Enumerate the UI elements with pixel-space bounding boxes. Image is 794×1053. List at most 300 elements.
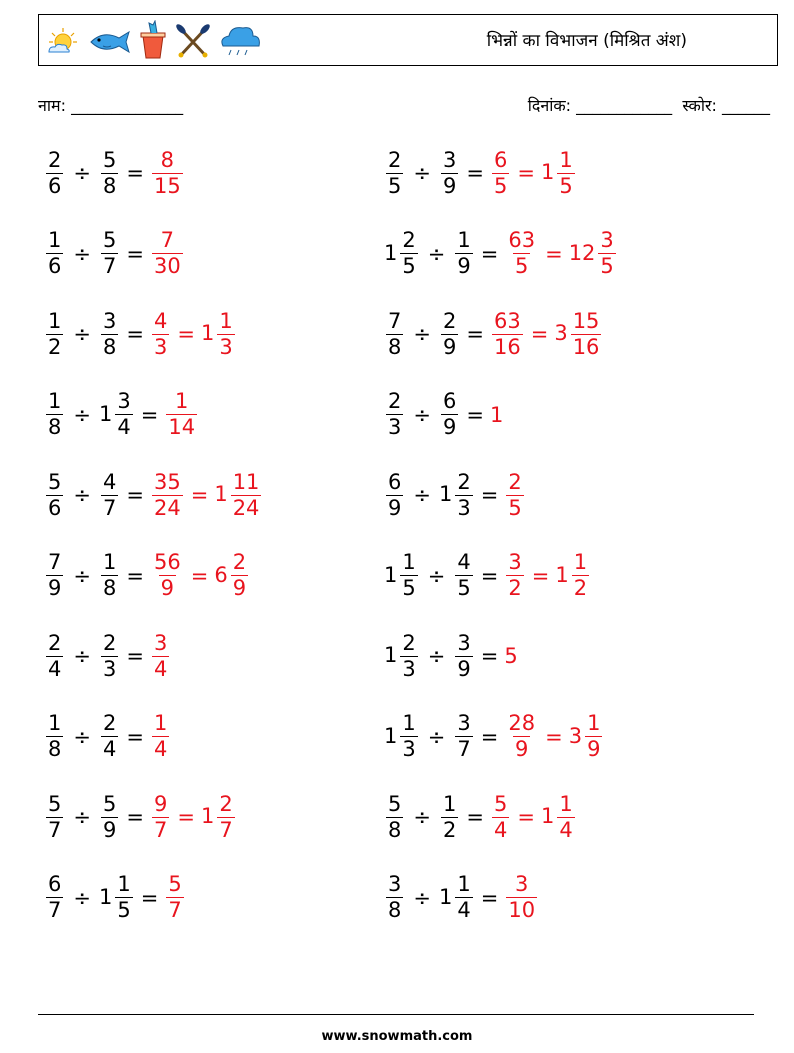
problem-item	[384, 782, 577, 852]
numerator: 5	[102, 228, 117, 252]
answer-value	[504, 552, 525, 599]
fraction	[231, 469, 262, 520]
denominator: 30	[153, 254, 181, 278]
divide-sign: ÷	[73, 724, 91, 749]
fraction	[46, 552, 63, 599]
numerator: 5	[48, 791, 62, 816]
fraction	[386, 469, 403, 520]
numerator: 63	[493, 308, 521, 333]
answer-value	[540, 147, 577, 198]
fraction	[455, 469, 472, 520]
bucket-icon	[137, 20, 169, 62]
numerator: 3	[515, 872, 529, 896]
operand	[384, 713, 420, 760]
whole-number: 1	[384, 240, 398, 265]
fraction	[101, 791, 118, 842]
denominator: 3	[102, 656, 117, 681]
numerator: 5	[493, 791, 508, 816]
divide-sign: ÷	[427, 724, 446, 749]
numerator: 6	[388, 469, 402, 494]
problem-item	[44, 219, 185, 289]
operand	[99, 308, 120, 359]
operand	[99, 469, 120, 520]
equals-sign: =	[466, 402, 484, 427]
fraction	[441, 147, 458, 198]
denominator: 10	[508, 898, 536, 922]
problem-item	[44, 782, 237, 852]
fraction	[152, 230, 183, 277]
denominator: 5	[559, 173, 573, 198]
numerator: 7	[48, 550, 62, 574]
numerator: 1	[48, 711, 62, 735]
divide-sign: ÷	[73, 805, 91, 829]
denominator: 9	[102, 817, 117, 842]
answer-value	[490, 403, 503, 427]
numerator: 5	[102, 147, 117, 172]
denominator: 7	[153, 817, 168, 842]
fraction	[46, 713, 63, 760]
fraction	[46, 630, 63, 681]
operand	[44, 874, 65, 921]
date-score-field: दिनांक: ____________ स्कोर: ______	[527, 96, 770, 115]
problem-item	[44, 380, 199, 450]
divide-sign: ÷	[413, 322, 431, 346]
numerator: 28	[508, 711, 536, 735]
numerator: 1	[457, 228, 471, 252]
fraction	[455, 874, 472, 921]
divide-sign: ÷	[427, 241, 446, 266]
equals-sign: =	[126, 161, 144, 185]
divide-sign: ÷	[73, 644, 91, 668]
numerator: 1	[48, 389, 62, 413]
denominator: 2	[48, 334, 62, 359]
numerator: 8	[160, 147, 175, 172]
numerator: 1	[48, 308, 62, 333]
fraction	[46, 147, 63, 198]
operand	[44, 791, 65, 842]
fraction	[492, 308, 523, 359]
fraction	[101, 552, 118, 599]
denominator: 8	[388, 817, 402, 842]
fraction	[598, 230, 615, 277]
equals-sign: =	[177, 805, 195, 829]
answer-value	[200, 308, 237, 359]
fraction	[557, 791, 574, 842]
equals-sign: =	[126, 322, 144, 346]
denominator: 5	[117, 898, 131, 922]
operand	[384, 391, 405, 438]
fish-icon	[87, 26, 133, 56]
whole-number: 1	[489, 402, 504, 427]
numerator: 4	[153, 308, 168, 333]
fraction	[572, 552, 589, 599]
answer-value	[150, 230, 185, 277]
numerator: 2	[48, 630, 62, 655]
numerator: 1	[153, 711, 168, 735]
numerator: 1	[402, 550, 416, 574]
whole-number: 12	[568, 240, 596, 265]
denominator: 5	[508, 495, 522, 520]
whole-number: 1	[438, 884, 453, 909]
divide-sign: ÷	[73, 885, 91, 910]
equals-sign: =	[126, 483, 144, 507]
answer-value	[554, 308, 603, 359]
rain-cloud-icon	[217, 24, 263, 58]
answer-value	[150, 713, 171, 760]
numerator: 2	[442, 308, 457, 333]
problem-item	[384, 541, 591, 611]
whole-number: 1	[98, 401, 113, 426]
numerator: 3	[457, 630, 471, 655]
fraction	[400, 230, 417, 277]
answer-value	[504, 713, 539, 760]
whole-number: 1	[555, 562, 569, 587]
numerator: 5	[388, 791, 402, 816]
equals-sign: =	[126, 241, 144, 266]
whole-number: 1	[384, 562, 398, 587]
answer-value	[569, 713, 605, 760]
operand	[44, 230, 65, 277]
answer-value	[200, 791, 237, 842]
denominator: 9	[388, 495, 402, 520]
answer-value	[490, 791, 511, 842]
numerator: 2	[508, 469, 522, 494]
equals-sign: =	[466, 322, 484, 346]
denominator: 16	[493, 334, 521, 359]
sun-cloud-icon	[43, 26, 83, 56]
numerator: 3	[442, 147, 457, 172]
denominator: 5	[515, 254, 529, 278]
denominator: 4	[102, 737, 117, 761]
problem-item	[384, 863, 539, 933]
fraction	[152, 713, 169, 760]
answer-value	[504, 874, 539, 921]
numerator: 1	[402, 711, 416, 735]
denominator: 7	[457, 737, 471, 761]
problem-item	[384, 380, 503, 450]
equals-sign: =	[531, 563, 550, 588]
equals-sign: =	[466, 805, 484, 829]
whole-number: 1	[200, 321, 215, 345]
denominator: 3	[388, 415, 402, 439]
operand	[384, 308, 405, 359]
denominator: 9	[457, 656, 471, 681]
equals-sign: =	[190, 563, 209, 588]
numerator: 3	[600, 228, 614, 252]
answer-value	[164, 874, 185, 921]
numerator: 1	[442, 791, 457, 816]
denominator: 9	[457, 254, 471, 278]
divide-sign: ÷	[413, 885, 431, 910]
denominator: 14	[168, 415, 196, 439]
denominator: 8	[48, 415, 62, 439]
denominator: 2	[573, 576, 588, 600]
numerator: 3	[388, 872, 402, 896]
denominator: 6	[48, 495, 62, 520]
numerator: 1	[48, 228, 62, 252]
fraction	[152, 630, 169, 681]
whole-number: 3	[568, 723, 583, 748]
operand	[44, 552, 65, 599]
operand	[44, 469, 65, 520]
answer-value	[214, 552, 250, 599]
numerator: 9	[153, 791, 168, 816]
fraction	[46, 230, 63, 277]
numerator: 7	[160, 228, 175, 252]
fraction	[46, 791, 63, 842]
numerator: 4	[102, 469, 117, 494]
operand	[453, 552, 474, 599]
numerator: 11	[232, 469, 260, 494]
fraction	[115, 874, 132, 921]
denominator: 2	[442, 817, 457, 842]
problem-item	[44, 460, 263, 530]
fraction	[152, 552, 183, 599]
fraction	[101, 308, 118, 359]
equals-sign: =	[480, 241, 499, 266]
fraction	[152, 147, 183, 198]
name-field: नाम: ______________	[38, 96, 184, 115]
denominator: 8	[48, 737, 62, 761]
operand	[44, 147, 65, 198]
denominator: 5	[388, 173, 402, 198]
denominator: 3	[153, 334, 168, 359]
fraction	[400, 713, 417, 760]
denominator: 9	[587, 737, 601, 761]
fraction	[557, 147, 574, 198]
denominator: 4	[153, 656, 168, 681]
numerator: 1	[573, 550, 588, 574]
fraction	[152, 791, 169, 842]
crossed-paddles-icon	[173, 21, 213, 61]
operand	[384, 874, 405, 921]
denominator: 4	[457, 898, 471, 922]
numerator: 6	[48, 872, 62, 896]
worksheet-title: भिन्नों का विभाजन (मिश्रित अंश)	[486, 31, 687, 51]
denominator: 7	[102, 254, 117, 278]
denominator: 4	[559, 817, 573, 842]
denominator: 15	[153, 173, 181, 198]
denominator: 7	[219, 817, 233, 842]
fraction	[386, 874, 403, 921]
operand	[384, 147, 405, 198]
numerator: 5	[102, 791, 117, 816]
operand	[384, 469, 405, 520]
divide-sign: ÷	[73, 402, 91, 427]
fraction	[455, 230, 472, 277]
operand	[384, 630, 420, 681]
numerator: 3	[457, 711, 471, 735]
denominator: 3	[457, 495, 471, 520]
fraction	[571, 308, 602, 359]
denominator: 9	[442, 415, 457, 439]
denominator: 3	[402, 737, 416, 761]
operand	[99, 874, 135, 921]
fraction	[400, 552, 417, 599]
equals-sign: =	[126, 805, 144, 829]
equals-sign: =	[480, 563, 499, 588]
operand	[453, 230, 474, 277]
answer-value	[150, 552, 185, 599]
numerator: 1	[559, 791, 573, 816]
divide-sign: ÷	[427, 644, 446, 668]
denominator: 7	[48, 817, 62, 842]
equals-sign: =	[545, 241, 563, 266]
equals-sign: =	[126, 724, 144, 749]
divide-sign: ÷	[413, 483, 431, 507]
numerator: 1	[219, 308, 233, 333]
denominator: 6	[48, 173, 62, 198]
operand	[99, 791, 120, 842]
denominator: 4	[48, 656, 62, 681]
denominator: 4	[493, 817, 508, 842]
answer-value	[504, 644, 517, 668]
problem-item	[384, 621, 518, 691]
fraction	[386, 391, 403, 438]
operand	[384, 791, 405, 842]
equals-sign: =	[190, 483, 209, 507]
denominator: 9	[160, 576, 175, 600]
numerator: 2	[102, 630, 117, 655]
whole-number: 1	[200, 804, 215, 828]
fraction	[115, 391, 132, 438]
operand	[99, 713, 120, 760]
operand	[453, 630, 474, 681]
denominator: 8	[388, 334, 402, 359]
denominator: 5	[457, 576, 471, 600]
denominator: 5	[402, 576, 416, 600]
whole-number: 5	[504, 644, 518, 668]
numerator: 1	[117, 872, 131, 896]
denominator: 8	[102, 173, 117, 198]
fraction	[455, 552, 472, 599]
fraction	[152, 469, 183, 520]
numerator: 2	[48, 147, 62, 172]
whole-number: 1	[540, 804, 555, 828]
denominator: 9	[515, 737, 529, 761]
denominator: 8	[388, 898, 402, 922]
answer-value	[150, 308, 171, 359]
fraction	[492, 147, 509, 198]
divide-sign: ÷	[73, 483, 91, 507]
equals-sign: =	[480, 885, 499, 910]
fraction	[46, 308, 63, 359]
equals-sign: =	[177, 322, 195, 346]
operand	[44, 713, 65, 760]
whole-number: 6	[214, 562, 228, 587]
denominator: 9	[442, 173, 457, 198]
fraction	[217, 791, 234, 842]
denominator: 8	[102, 576, 117, 600]
fraction	[217, 308, 234, 359]
denominator: 5	[402, 254, 416, 278]
footer-url: www.snowmath.com	[321, 1029, 473, 1044]
divide-sign: ÷	[413, 805, 431, 829]
numerator: 2	[388, 389, 402, 413]
operand	[99, 230, 120, 277]
problem-item	[384, 138, 577, 208]
answer-value	[504, 230, 539, 277]
fraction	[231, 552, 248, 599]
denominator: 8	[102, 334, 117, 359]
operand	[453, 713, 474, 760]
problem-item	[44, 702, 171, 772]
answer-value	[150, 791, 171, 842]
fraction	[441, 308, 458, 359]
fraction	[506, 469, 523, 520]
equals-sign: =	[545, 724, 563, 749]
equals-sign: =	[466, 161, 484, 185]
fraction	[101, 630, 118, 681]
denominator: 7	[168, 898, 182, 922]
divide-sign: ÷	[73, 241, 91, 266]
numerator: 7	[388, 308, 402, 333]
answer-value	[150, 469, 185, 520]
fraction	[441, 791, 458, 842]
denominator: 5	[600, 254, 614, 278]
denominator: 2	[508, 576, 522, 600]
fraction	[455, 713, 472, 760]
answer-value	[504, 469, 525, 520]
answer-value	[540, 791, 577, 842]
operand	[99, 552, 120, 599]
numerator: 2	[402, 228, 416, 252]
footer-divider	[38, 1014, 754, 1015]
denominator: 5	[493, 173, 508, 198]
numerator: 2	[388, 147, 402, 172]
denominator: 3	[402, 656, 416, 681]
fraction	[166, 391, 197, 438]
fraction	[101, 713, 118, 760]
fraction	[492, 791, 509, 842]
denominator: 4	[117, 415, 131, 439]
problem-item	[384, 299, 603, 369]
fraction	[386, 791, 403, 842]
equals-sign: =	[530, 322, 549, 346]
whole-number: 1	[214, 482, 228, 506]
operand	[439, 874, 475, 921]
numerator: 35	[153, 469, 181, 494]
problem-item	[384, 219, 618, 289]
equals-sign: =	[140, 402, 159, 427]
fraction	[441, 391, 458, 438]
whole-number: 1	[384, 723, 398, 748]
fraction	[101, 230, 118, 277]
divide-sign: ÷	[73, 563, 91, 588]
fraction	[101, 147, 118, 198]
denominator: 9	[232, 576, 247, 600]
fraction	[152, 308, 169, 359]
operand	[44, 630, 65, 681]
fraction	[506, 713, 537, 760]
denominator: 4	[153, 737, 168, 761]
problem-item	[44, 621, 171, 691]
equals-sign: =	[480, 724, 499, 749]
fraction	[506, 230, 537, 277]
fraction	[400, 630, 417, 681]
divide-sign: ÷	[73, 322, 91, 346]
denominator: 16	[572, 334, 600, 359]
fraction	[506, 552, 523, 599]
answer-value	[150, 630, 171, 681]
numerator: 1	[457, 872, 471, 896]
problem-item	[44, 138, 185, 208]
answer-value	[569, 230, 618, 277]
fraction	[506, 874, 537, 921]
numerator: 6	[493, 147, 508, 172]
numerator: 1	[102, 550, 117, 574]
equals-sign: =	[517, 161, 535, 185]
